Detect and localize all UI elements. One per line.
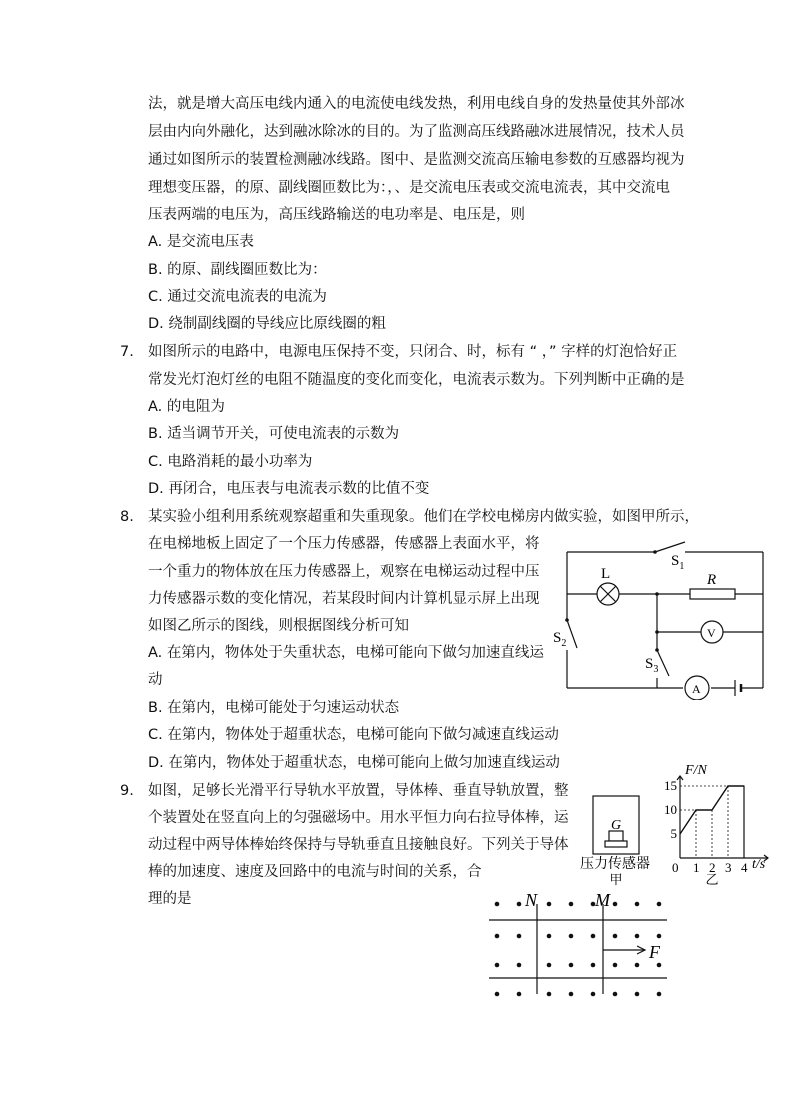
y-tick-label: 15	[664, 778, 677, 793]
field-dot	[495, 902, 500, 907]
q8-option-a: A. 在第内，物体处于失重状态，电梯可能向下做匀加速直线运	[148, 645, 544, 661]
data-point	[695, 809, 696, 810]
q6-option-a: A. 是交流电压表	[148, 234, 254, 250]
question-number: 7.	[120, 344, 134, 360]
q7-option-b: B. 适当调节开关，可使电流表的示数为	[148, 426, 400, 442]
field-dot	[547, 963, 552, 968]
lamp-label: L	[601, 566, 611, 582]
q8-line: 某实验小组利用系统观察超重和失重现象。他们在学校电梯房内做实验，如图甲所示，	[148, 509, 699, 525]
y-tick-label: 5	[670, 826, 677, 841]
q9-line: 动过程中两导体棒始终保持与导轨垂直且接触良好。下列关于导体	[148, 837, 569, 853]
field-dot	[635, 902, 640, 907]
x-axis-label: t/s	[752, 857, 766, 872]
q7-option-c: C. 电路消耗的最小功率为	[148, 454, 313, 470]
ammeter-label: A	[692, 682, 701, 696]
field-dot	[635, 963, 640, 968]
q8-option-c: C. 在第内，物体处于超重状态，电梯可能向下做匀减速直线运动	[148, 727, 559, 743]
pressure-sensor-caption: 压力传感器	[580, 857, 650, 872]
q6-option-d: D. 绕制副线圈的导线应比原线圈的粗	[148, 316, 386, 332]
field-dot	[547, 902, 552, 907]
q7-option-d: D. 再闭合，电压表与电流表示数的比值不变	[148, 481, 430, 497]
x-tick-label: 3	[725, 860, 732, 875]
q9-line: 棒的加速度、速度及回路中的电流与时间的关系，合	[148, 864, 482, 880]
figure-yi-chart	[660, 760, 778, 890]
magnetic-field-dots	[495, 902, 662, 997]
q8-option-a-cont: 动	[148, 672, 163, 688]
field-dot	[635, 934, 640, 939]
data-point	[679, 833, 680, 834]
q7-line: 如图所示的电路中，电源电压保持不变，只闭合、时，标有 “ ，” 字样的灯泡恰好正	[148, 344, 678, 360]
q8-line: 力传感器示数的变化情况，若某段时间内计算机显示屏上出现	[148, 591, 540, 607]
data-point	[711, 809, 712, 810]
field-dot	[657, 934, 662, 939]
field-dot	[569, 934, 574, 939]
field-dot	[569, 963, 574, 968]
question-number: 8.	[120, 509, 134, 525]
x-tick-label: 4	[741, 860, 748, 875]
field-dot	[613, 934, 618, 939]
data-point	[727, 785, 728, 786]
figure-jia	[565, 790, 650, 890]
q8-option-d: D. 在第内，物体处于超重状态，电梯可能向上做匀加速直线运动	[148, 755, 560, 771]
field-dot	[613, 992, 618, 997]
field-dot	[547, 934, 552, 939]
rod-m-label: M	[595, 890, 610, 910]
field-dot	[635, 992, 640, 997]
figure-jia-label: 甲	[609, 872, 623, 887]
field-dot	[517, 992, 522, 997]
x-tick-label: 1	[693, 860, 700, 875]
circuit-diagram	[545, 540, 775, 700]
field-dot	[495, 963, 500, 968]
field-dot	[569, 902, 574, 907]
x-tick-label: 2	[709, 860, 716, 875]
field-dot	[495, 934, 500, 939]
switch-s2-label: $S_2$	[553, 630, 567, 649]
q9-line: 个装置处在竖直向上的匀强磁场中。用水平恒力向右拉导体棒，运	[148, 810, 569, 826]
q9-line: 理的是	[148, 891, 192, 907]
voltmeter-label: V	[707, 626, 716, 640]
field-dot	[657, 992, 662, 997]
field-dot	[613, 902, 618, 907]
y-axis-label: F/N	[685, 763, 707, 778]
q6-line: 法，就是增大高压电线内通入的电流使电线发热，利用电线自身的发热量使其外部冰	[148, 96, 685, 112]
field-dot	[495, 992, 500, 997]
switch-s3-label: $S_3$	[645, 656, 659, 675]
field-dot	[657, 902, 662, 907]
q8-line: 在电梯地板上固定了一个压力传感器，传感器上表面水平，将	[148, 536, 540, 552]
rod-n-label: N	[525, 890, 538, 910]
q6-line: 层由内向外融化，达到融冰除冰的目的。为了监测高压线路融冰进展情况，技术人员	[148, 124, 685, 140]
q6-line: 压表两端的电压为，高压线路输送的电功率是、电压是，则	[148, 207, 525, 223]
x-tick-label: 0	[672, 860, 679, 875]
resistor-label: R	[707, 572, 717, 588]
question-number: 9.	[120, 783, 134, 799]
switch-s1-label: $S_1$	[671, 553, 685, 572]
field-dot	[547, 992, 552, 997]
q8-line: 一个重力的物体放在压力传感器上，观察在电梯运动过程中压	[148, 564, 540, 580]
rails-magnetic-field-figure	[485, 890, 670, 1002]
field-dot	[569, 992, 574, 997]
field-dot	[517, 934, 522, 939]
field-dot	[657, 963, 662, 968]
q6-line: 理想变压器，的原、副线圈匝数比为：，、是交流电压表或交流电流表，其中交流电	[148, 180, 670, 196]
object-g-label: G	[611, 818, 622, 833]
q9-line: 如图，足够长光滑平行导轨水平放置，导体棒、垂直导轨放置，整	[148, 783, 569, 799]
q6-line: 通过如图所示的装置检测融冰线路。图中、是监测交流高压输电参数的互感器均视为	[148, 152, 685, 168]
field-dot	[517, 963, 522, 968]
figure-yi-label: 乙	[705, 872, 719, 887]
y-tick-label: 10	[664, 802, 677, 817]
q7-line: 常发光灯泡灯丝的电阻不随温度的变化而变化，电流表示数为。下列判断中正确的是	[148, 372, 685, 388]
q6-option-b: B. 的原、副线圈匝数比为：	[148, 262, 327, 278]
field-dot	[591, 934, 596, 939]
field-dot	[613, 963, 618, 968]
field-dot	[591, 992, 596, 997]
q6-option-c: C. 通过交流电流表的电流为	[148, 289, 327, 305]
field-dot	[517, 902, 522, 907]
q8-line: 如图乙所示的图线，则根据图线分析可知	[148, 618, 409, 634]
q8-option-b: B. 在第内，电梯可能处于匀速运动状态	[148, 700, 400, 716]
force-f-label: F	[649, 942, 660, 962]
q7-option-a: A. 的电阻为	[148, 399, 225, 415]
field-dot	[591, 963, 596, 968]
